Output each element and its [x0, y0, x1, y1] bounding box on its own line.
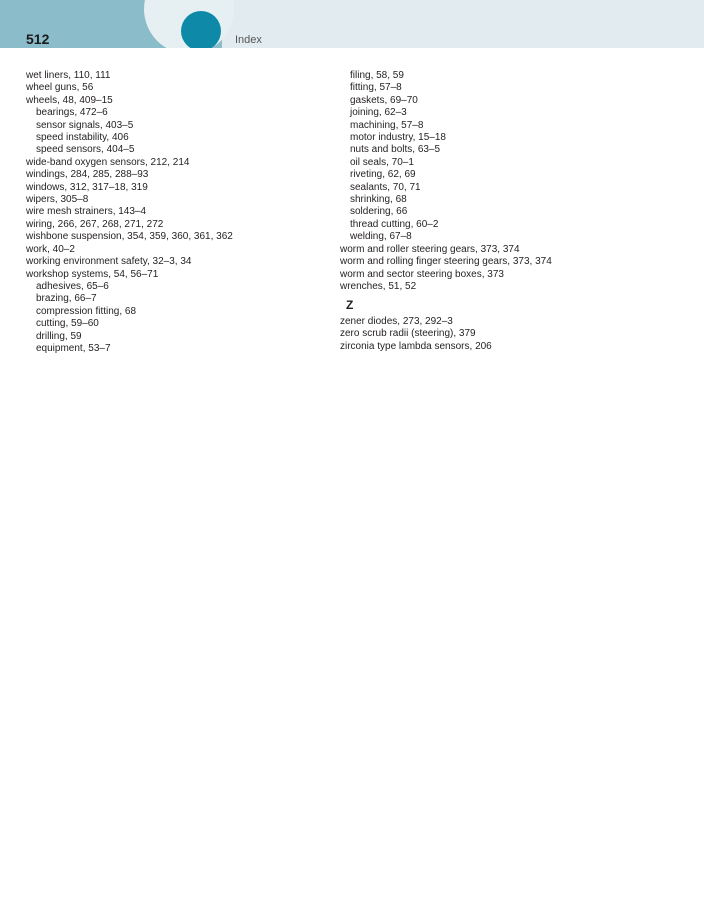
index-entry: worm and roller steering gears, 373, 374: [340, 243, 520, 255]
section-title: Index: [235, 34, 262, 46]
header-decoration-circle: [181, 11, 221, 48]
page-header: [0, 0, 704, 48]
index-subentry: equipment, 53–7: [36, 342, 111, 354]
index-subentry: gaskets, 69–70: [350, 94, 418, 106]
index-entry: working environment safety, 32–3, 34: [26, 256, 192, 268]
index-entry: workshop systems, 54, 56–71: [26, 268, 159, 280]
index-subentry: thread cutting, 60–2: [350, 218, 439, 230]
index-entry: wide-band oxygen sensors, 212, 214: [26, 156, 190, 168]
index-subentry: compression fitting, 68: [36, 305, 137, 317]
index-column-right: [340, 70, 680, 353]
index-subentry: welding, 67–8: [350, 231, 412, 243]
index-entry: wire mesh strainers, 143–4: [26, 206, 147, 218]
index-entry: wipers, 305–8: [26, 194, 89, 206]
index-entry: windings, 284, 285, 288–93: [26, 169, 149, 181]
index-subentry: shrinking, 68: [350, 194, 407, 206]
index-subentry: fitting, 57–8: [350, 82, 402, 94]
index-subentry: sensor signals, 403–5: [36, 119, 134, 131]
index-subentry: motor industry, 15–18: [350, 132, 446, 144]
index-entry: wheel guns, 56: [26, 82, 94, 94]
index-entry: zirconia type lambda sensors, 206: [340, 340, 492, 352]
index-entries-z: [340, 316, 680, 353]
index-subentry: adhesives, 65–6: [36, 280, 109, 292]
index-subentry: oil seals, 70–1: [350, 156, 414, 168]
index-subentry: sealants, 70, 71: [350, 181, 421, 193]
index-subentry: riveting, 62, 69: [350, 169, 416, 181]
index-subentry: cutting, 59–60: [36, 318, 99, 330]
index-entry: worm and rolling finger steering gears, 373, 374: [340, 256, 552, 268]
index-subentry: nuts and bolts, 63–5: [350, 144, 441, 156]
index-subentry: brazing, 66–7: [36, 293, 97, 305]
index-entry: windows, 312, 317–18, 319: [26, 181, 148, 193]
index-subentry: speed sensors, 404–5: [36, 144, 135, 156]
index-subentry: drilling, 59: [36, 330, 82, 342]
index-entry: work, 40–2: [26, 243, 75, 255]
index-subentry: bearings, 472–6: [36, 107, 108, 119]
index-entries-w-continued: [340, 70, 680, 293]
index-entry: wishbone suspension, 354, 359, 360, 361, 362: [26, 231, 233, 243]
index-entry: wrenches, 51, 52: [340, 280, 417, 292]
index-entry: wheels, 48, 409–15: [26, 94, 113, 106]
index-entry: wiring, 266, 267, 268, 271, 272: [26, 218, 164, 230]
index-subentry: joining, 62–3: [350, 107, 407, 119]
index-entry: zener diodes, 273, 292–3: [340, 315, 453, 327]
index-column-left: [26, 70, 326, 355]
letter-heading: Z: [346, 298, 354, 313]
index-entry: worm and sector steering boxes, 373: [340, 268, 504, 280]
index-entry: zero scrub radii (steering), 379: [340, 328, 476, 340]
index-subentry: machining, 57–8: [350, 119, 424, 131]
index-entry: wet liners, 110, 111: [26, 70, 111, 81]
index-subentry: speed instability, 406: [36, 132, 129, 144]
page-number: 512: [26, 31, 50, 47]
index-subentry: filing, 58, 59: [350, 70, 404, 81]
index-subentry: soldering, 66: [350, 206, 408, 218]
